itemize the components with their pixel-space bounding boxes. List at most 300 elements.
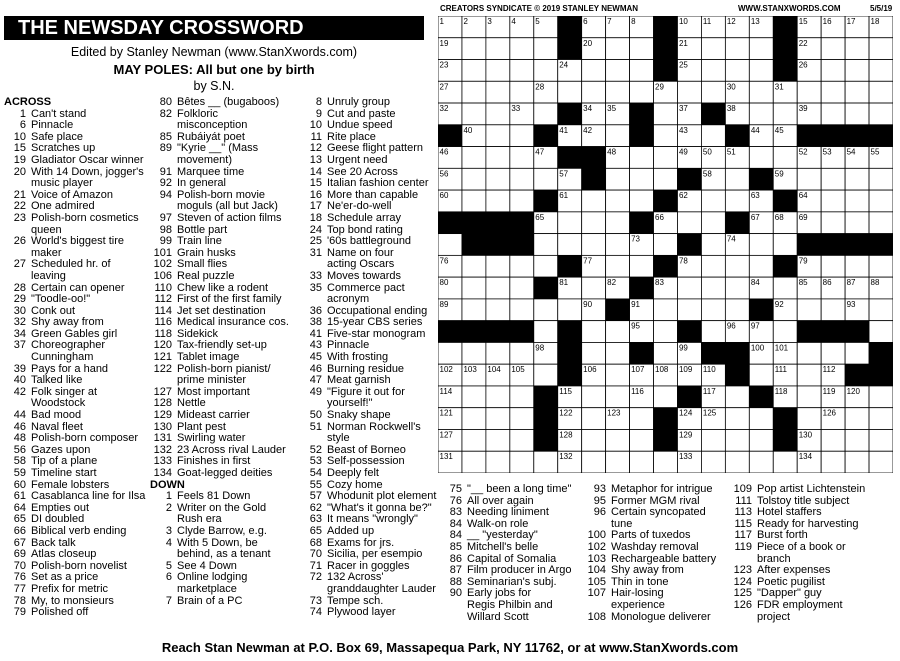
grid-square <box>486 277 510 299</box>
clue-number: 94 <box>159 188 172 201</box>
grid-black-square <box>534 277 558 299</box>
grid-black-square <box>654 429 678 451</box>
clue-number: 20 <box>13 165 26 178</box>
grid-number: 101 <box>774 343 789 353</box>
clue-text: Film producer in Argo <box>467 564 572 577</box>
clue-line <box>300 294 440 306</box>
clue-number: 85 <box>449 540 462 553</box>
grid-number: 121 <box>439 408 453 418</box>
grid-square <box>677 81 701 103</box>
grid-square <box>462 38 486 60</box>
clue-number: 16 <box>309 188 322 201</box>
grid-black-square <box>797 321 821 343</box>
syndicate-line: CREATORS SYNDICATE © 2019 STANLEY NEWMAN <box>440 4 639 13</box>
clue-number: 39 <box>13 362 26 375</box>
clue-line <box>300 97 440 109</box>
clue-line <box>300 236 440 248</box>
grid-square <box>725 451 749 473</box>
clue-text: It means "wrongly" <box>327 513 418 526</box>
grid-square <box>630 168 654 190</box>
grid-square <box>534 60 558 82</box>
grid-number: 94 <box>439 321 449 331</box>
clue-text: Bad mood <box>31 409 82 422</box>
grid-number: 81 <box>559 278 569 288</box>
clue-text: Deeply felt <box>327 467 379 479</box>
grid-number: 40 <box>463 125 473 135</box>
grid-number: 125 <box>702 408 717 418</box>
clue-text: Early jobs for <box>467 587 532 600</box>
grid-number: 123 <box>607 408 621 418</box>
clue-number: 79 <box>13 606 26 619</box>
grid-square <box>630 408 654 430</box>
grid-square <box>749 234 773 256</box>
grid-number: 29 <box>655 82 664 92</box>
clue-text: Empties out <box>31 501 90 514</box>
grid-number: 30 <box>726 82 736 92</box>
grid-square <box>821 168 845 190</box>
clue-line <box>730 565 900 577</box>
clue-number: 82 <box>159 107 172 120</box>
clue-text: More than capable <box>327 188 419 201</box>
clue-text: Sidekick <box>177 327 218 340</box>
clue-number: 22 <box>13 200 26 213</box>
clue-text: Regis Philbin and <box>467 598 553 611</box>
clue-number: 100 <box>587 529 606 542</box>
clue-text: Swirling water <box>177 432 246 445</box>
grid-square <box>462 299 486 321</box>
clue-line <box>4 549 156 561</box>
grid-square <box>701 125 725 147</box>
grid-black-square <box>558 103 582 125</box>
clue-text: My, to monsieurs <box>31 594 114 607</box>
grid-square <box>845 255 869 277</box>
grid-square <box>845 451 869 473</box>
grid-square <box>821 342 845 364</box>
grid-number: 104 <box>487 365 501 375</box>
grid-square <box>486 60 510 82</box>
grid-number: 112 <box>822 365 836 375</box>
clue-text: Bêtes __ (bugaboos) <box>177 96 280 108</box>
grid-black-square <box>821 321 845 343</box>
clue-text: Atlas closeup <box>31 548 97 561</box>
grid-number: 56 <box>439 169 449 179</box>
clue-text: In general <box>177 177 226 190</box>
grid-square <box>630 255 654 277</box>
clue-number: 36 <box>309 304 322 317</box>
clue-text: Schedule array <box>327 211 401 224</box>
clue-number: 42 <box>13 385 26 398</box>
clue-text: Talked like <box>31 374 83 387</box>
clue-text: Certain syncopated <box>611 506 706 519</box>
clue-line <box>150 584 310 596</box>
grid-square <box>630 451 654 473</box>
grid-number: 134 <box>798 452 813 462</box>
grid-number: 132 <box>559 452 573 462</box>
grid-square <box>462 190 486 212</box>
clue-number: 59 <box>13 467 26 479</box>
clue-number: 1 <box>165 490 172 503</box>
clue-text: Piece of a book or <box>757 540 846 553</box>
grid-square <box>462 60 486 82</box>
clue-text: Woodstock <box>31 397 86 410</box>
clue-text: 132 Across' <box>327 571 384 584</box>
clue-text: After expenses <box>757 564 831 577</box>
grid-square <box>654 168 678 190</box>
clue-text: queen <box>31 223 62 236</box>
clue-text: Set as a price <box>31 571 99 584</box>
grid-black-square <box>821 234 845 256</box>
clue-number: 9 <box>315 107 322 120</box>
clue-text: Tax-friendly set-up <box>177 339 267 352</box>
clue-text: Clyde Barrow, e.g. <box>177 524 267 537</box>
clue-number: 67 <box>13 536 26 549</box>
grid-black-square <box>677 168 701 190</box>
clue-number: 69 <box>13 548 26 561</box>
grid-square <box>486 168 510 190</box>
clue-number: 14 <box>309 165 322 178</box>
grid-square <box>749 147 773 169</box>
grid-number: 18 <box>870 17 880 26</box>
grid-square <box>462 429 486 451</box>
grid-black-square <box>749 299 773 321</box>
clue-number: 118 <box>154 327 172 340</box>
clue-number: 68 <box>309 536 322 549</box>
grid-square <box>606 125 630 147</box>
clue-text: Scheduled hr. of <box>31 258 111 271</box>
clue-number: 128 <box>153 397 172 410</box>
grid-number: 75 <box>798 234 808 244</box>
grid-number: 76 <box>439 256 449 266</box>
grid-square <box>725 60 749 82</box>
clue-line <box>4 410 156 422</box>
clue-line <box>300 410 440 422</box>
clue-line <box>440 484 590 496</box>
grid-number: 8 <box>631 17 636 26</box>
clue-number: 38 <box>309 316 322 329</box>
grid-square <box>510 81 534 103</box>
clue-text: behind, as a tenant <box>177 548 271 561</box>
clue-line <box>440 600 590 612</box>
clue-text: Monologue deliverer <box>611 610 711 623</box>
grid-square <box>486 451 510 473</box>
clue-line <box>300 271 440 283</box>
clue-line <box>4 294 156 306</box>
clue-number <box>4 271 31 283</box>
grid-square <box>462 81 486 103</box>
grid-square <box>462 386 486 408</box>
clue-text: Top bond rating <box>327 223 403 236</box>
clues-column-3 <box>300 97 440 619</box>
clue-number: 51 <box>309 420 322 433</box>
grid-square <box>654 103 678 125</box>
grid-number: 80 <box>439 278 449 288</box>
grid-square <box>654 451 678 473</box>
website-line: WWW.STANXWORDS.COM <box>738 4 841 13</box>
clue-text: tune <box>611 517 633 530</box>
grid-number: 108 <box>655 365 669 375</box>
clue-line <box>150 596 310 608</box>
grid-number: 114 <box>439 386 453 396</box>
clue-number: 21 <box>13 188 26 201</box>
grid-square <box>630 81 654 103</box>
grid-square <box>677 212 701 234</box>
clue-number: 114 <box>154 304 172 317</box>
grid-number: 100 <box>750 343 765 353</box>
grid-square <box>534 38 558 60</box>
clue-number: 92 <box>159 177 172 190</box>
clue-text: Gazes upon <box>31 443 91 456</box>
clue-text: Small flies <box>177 258 228 271</box>
grid-square <box>606 38 630 60</box>
clue-text: moguls (all but Jack) <box>177 200 278 213</box>
clue-number: 71 <box>309 559 322 572</box>
grid-number: 103 <box>463 365 477 375</box>
grid-square <box>701 321 725 343</box>
grid-number: 105 <box>511 365 525 375</box>
clue-text: Undue speed <box>327 119 393 132</box>
grid-number: 89 <box>439 299 449 309</box>
grid-number: 122 <box>559 408 573 418</box>
clue-number: 48 <box>13 432 26 445</box>
grid-number: 20 <box>583 38 593 48</box>
clue-number: 15 <box>309 177 322 190</box>
grid-black-square <box>630 125 654 147</box>
clue-number: 56 <box>13 443 26 456</box>
clue-line <box>4 259 156 271</box>
grid-square <box>869 451 893 473</box>
clue-line <box>584 600 734 612</box>
grid-square <box>606 168 630 190</box>
grid-black-square <box>558 38 582 60</box>
grid-black-square <box>773 429 797 451</box>
clue-number: 127 <box>153 385 172 398</box>
clue-text: Most important <box>177 385 250 398</box>
clue-line <box>300 178 440 190</box>
clue-number: 62 <box>309 501 322 514</box>
clue-line <box>4 607 156 619</box>
grid-number: 34 <box>583 104 593 114</box>
grid-number: 26 <box>798 60 808 70</box>
clue-number: 97 <box>159 211 172 224</box>
grid-black-square <box>486 212 510 234</box>
clue-number: 10 <box>309 119 322 132</box>
grid-square <box>486 190 510 212</box>
grid-black-square <box>558 255 582 277</box>
grid-number: 13 <box>750 17 760 26</box>
clue-line <box>300 584 440 596</box>
grid-black-square <box>845 321 869 343</box>
clue-number: 5 <box>165 559 172 572</box>
clue-line <box>584 612 734 624</box>
clue-text: Conk out <box>31 304 76 317</box>
grid-square <box>510 277 534 299</box>
grid-square <box>845 429 869 451</box>
grid-square <box>606 81 630 103</box>
grid-number: 12 <box>726 17 736 26</box>
grid-number: 42 <box>583 125 593 135</box>
clue-line <box>4 236 156 248</box>
grid-number: 55 <box>870 147 880 157</box>
clue-number: 98 <box>159 223 172 236</box>
grid-square <box>558 212 582 234</box>
clue-number: 72 <box>309 571 322 584</box>
grid-square <box>606 342 630 364</box>
grid-square <box>701 234 725 256</box>
grid-square <box>534 321 558 343</box>
grid-number: 88 <box>870 278 880 288</box>
grid-square <box>510 60 534 82</box>
clue-text: First of the first family <box>177 293 282 306</box>
grid-number: 53 <box>822 147 832 157</box>
clue-line <box>440 565 590 577</box>
clue-line <box>150 294 310 306</box>
clue-line <box>584 565 734 577</box>
grid-square <box>797 299 821 321</box>
grid-black-square <box>654 60 678 82</box>
clue-number: 15 <box>13 142 26 155</box>
clue-number <box>440 612 467 624</box>
clue-text: See 4 Down <box>177 559 237 572</box>
grid-number: 19 <box>439 38 449 48</box>
clue-text: Can't stand <box>31 107 87 120</box>
grid-square <box>654 147 678 169</box>
clue-line <box>584 484 734 496</box>
clue-line <box>730 612 900 624</box>
grid-square <box>845 212 869 234</box>
clue-text: Washday removal <box>611 540 699 553</box>
clue-number: 103 <box>587 552 606 565</box>
grid-black-square <box>654 408 678 430</box>
clue-number: 77 <box>13 582 26 595</box>
clue-number: 27 <box>13 258 26 271</box>
clue-text: Polish-born cosmetics <box>31 211 139 224</box>
clue-number: 8 <box>315 96 322 108</box>
clue-number: 52 <box>309 443 322 456</box>
clue-text: Train line <box>177 235 222 248</box>
grid-black-square <box>462 321 486 343</box>
grid-square <box>749 255 773 277</box>
grid-square <box>845 81 869 103</box>
grid-number: 27 <box>439 82 449 92</box>
clue-text: Voice of Amazon <box>31 188 113 201</box>
grid-square <box>797 168 821 190</box>
clue-number: 115 <box>734 517 752 530</box>
clue-line <box>150 213 310 225</box>
grid-square <box>462 103 486 125</box>
clue-number: 87 <box>449 564 462 577</box>
grid-square <box>821 103 845 125</box>
grid-square <box>462 277 486 299</box>
grid-number: 128 <box>559 430 573 440</box>
grid-number: 130 <box>798 430 813 440</box>
grid-square <box>821 429 845 451</box>
grid-square <box>534 103 558 125</box>
clue-number: 119 <box>734 540 752 553</box>
grid-square <box>725 168 749 190</box>
grid-number: 90 <box>583 299 593 309</box>
clue-text: Shy away from <box>611 564 684 577</box>
clue-line <box>150 317 310 329</box>
editor-credit: Edited by Stanley Newman (www.StanXwords.com) <box>70 45 358 59</box>
clue-number: 74 <box>309 606 322 619</box>
grid-black-square <box>558 16 582 38</box>
clue-text: Bottle part <box>177 223 228 236</box>
grid-square <box>606 234 630 256</box>
clue-number: 105 <box>587 575 606 588</box>
clue-number: 37 <box>13 339 26 352</box>
clue-number: 133 <box>153 455 172 468</box>
grid-number: 96 <box>726 321 736 331</box>
clue-text: Goat-legged deities <box>177 467 273 479</box>
clue-number: 3 <box>165 524 172 537</box>
grid-number: 77 <box>583 256 593 266</box>
grid-black-square <box>654 38 678 60</box>
grid-square <box>606 386 630 408</box>
grid-number: 63 <box>750 191 760 201</box>
clue-number: 110 <box>154 281 172 294</box>
clue-text: Moves towards <box>327 269 401 282</box>
grid-number: 64 <box>798 191 808 201</box>
clue-text: Plant pest <box>177 420 226 433</box>
clue-number: 124 <box>733 575 752 588</box>
grid-square <box>701 190 725 212</box>
clue-text: Hair-losing <box>611 587 664 600</box>
grid-square <box>797 81 821 103</box>
grid-black-square <box>462 212 486 234</box>
grid-black-square <box>749 168 773 190</box>
grid-square <box>773 451 797 473</box>
clue-number: 7 <box>165 594 172 607</box>
grid-number: 102 <box>439 365 453 375</box>
grid-black-square <box>630 212 654 234</box>
clue-number: 90 <box>449 587 462 600</box>
clue-text: Unruly group <box>327 96 390 108</box>
clue-text: Back talk <box>31 536 76 549</box>
clue-text: Walk-on role <box>467 517 529 530</box>
grid-number: 6 <box>583 17 588 26</box>
clue-text: Snaky shape <box>327 409 391 422</box>
grid-number: 92 <box>774 299 784 309</box>
grid-square <box>797 386 821 408</box>
clue-number <box>150 155 177 167</box>
grid-square <box>510 451 534 473</box>
grid-number: 60 <box>439 191 449 201</box>
clue-text: Female lobsters <box>31 478 110 491</box>
clue-line <box>300 352 440 364</box>
grid-black-square <box>534 190 558 212</box>
grid-square <box>869 81 893 103</box>
clue-text: Green Gables girl <box>31 327 118 340</box>
clue-number: 95 <box>593 494 606 507</box>
grid-black-square <box>677 234 701 256</box>
clue-number: 60 <box>13 478 26 491</box>
grid-number: 33 <box>511 104 521 114</box>
clue-number: 85 <box>159 130 172 143</box>
grid-square <box>845 342 869 364</box>
grid-number: 68 <box>774 212 784 222</box>
grid-black-square <box>869 125 893 147</box>
grid-square <box>845 60 869 82</box>
clue-text: 23 Across rival Lauder <box>177 443 286 456</box>
grid-black-square <box>869 234 893 256</box>
grid-number: 79 <box>798 256 808 266</box>
grid-number: 99 <box>678 343 688 353</box>
grid-square <box>462 408 486 430</box>
clue-number: 84 <box>449 517 462 530</box>
clue-number <box>730 612 757 624</box>
clue-text: Timeline start <box>31 467 97 479</box>
grid-square <box>486 255 510 277</box>
